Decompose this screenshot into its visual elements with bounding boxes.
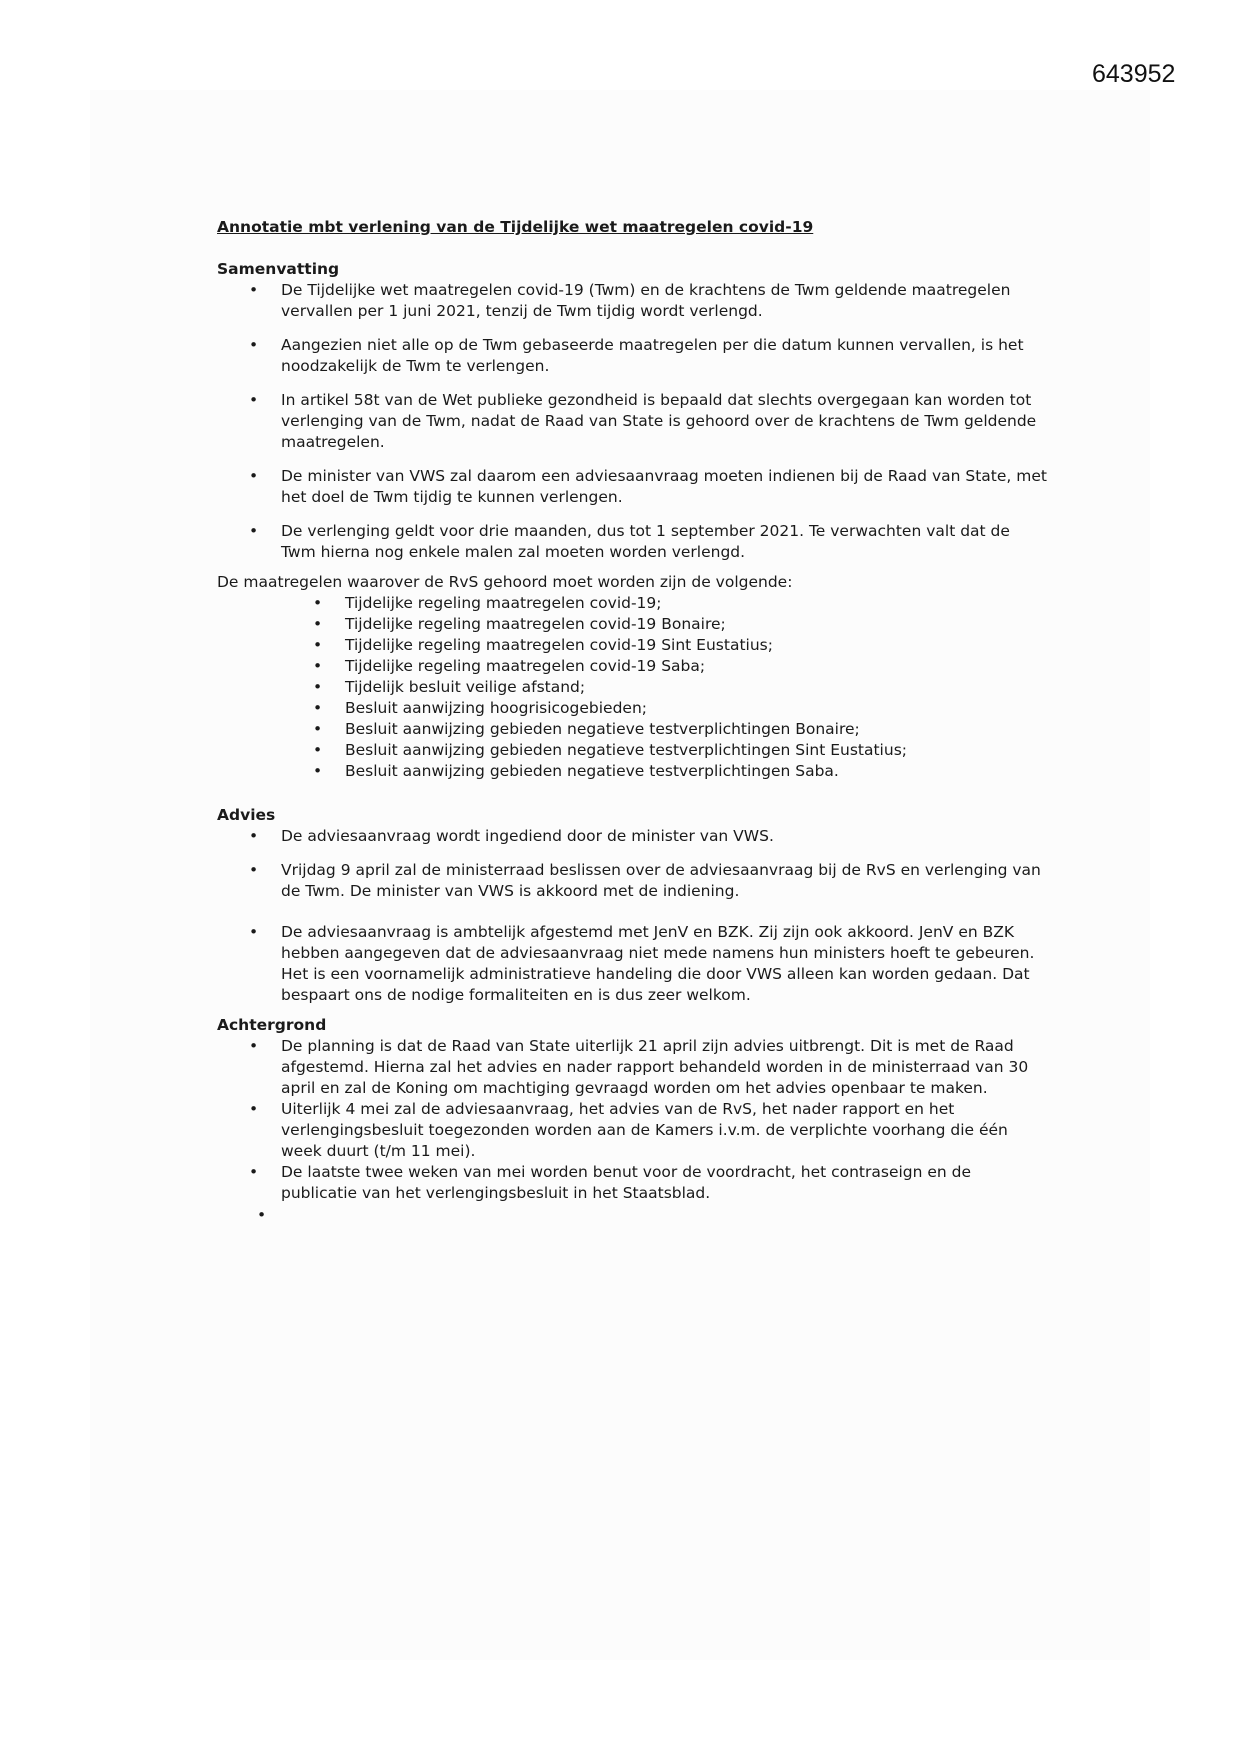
list-item: • De planning is dat de Raad van State uiterlijk 21 april zijn advies uitbrengt. Dit is met de Raad afgestemd. Hierna zal het advies en nader rapport behandeld worden in de ministerraad van 30 april en zal de Koning om machtiging gevraagd worden om het advies openbaar te maken. (249, 1037, 1029, 1097)
list-item: • Tijdelijke regeling maatregelen covid-19; (313, 594, 662, 612)
measures-intro: De maatregelen waarover de RvS gehoord moet worden zijn de volgende: (217, 573, 793, 591)
document-title: Annotatie mbt verlening van de Tijdelijke wet maatregelen covid-19 (217, 218, 814, 236)
heading-advies: Advies (217, 806, 276, 824)
list-item: • Vrijdag 9 april zal de ministerraad beslissen over de adviesaanvraag bij de RvS en verlenging van de Twm. De minister van VWS is akkoord met de indiening. (249, 861, 1041, 900)
list-item: • De Tijdelijke wet maatregelen covid-19 (Twm) en de krachtens de Twm geldende maatregelen vervallen per 1 juni 2021, tenzij de Twm tijdig wordt verlengd. (249, 281, 1011, 320)
list-item: • Besluit aanwijzing gebieden negatieve testverplichtingen Saba. (313, 762, 839, 780)
list-item: • De adviesaanvraag wordt ingediend door de minister van VWS. (249, 827, 774, 845)
heading-achtergrond: Achtergrond (217, 1016, 327, 1034)
list-item: • Besluit aanwijzing gebieden negatieve testverplichtingen Sint Eustatius; (313, 741, 907, 759)
document-page (217, 218, 1047, 1226)
list-item: • In artikel 58t van de Wet publieke gezondheid is bepaald dat slechts overgegaan kan worden tot verlenging van de Twm, nadat de Raad van State is gehoord over de krachtens de Twm geldende maatregelen. (249, 391, 1037, 451)
empty-list-item: • (257, 1206, 267, 1224)
achtergrond-list (249, 1036, 1047, 1204)
measures-list (313, 593, 1047, 782)
advies-list (249, 826, 1047, 1006)
list-item: • Uiterlijk 4 mei zal de adviesaanvraag, het advies van de RvS, het nader rapport en het verlengingsbesluit toegezonden worden aan de Kamers i.v.m. de verplichte voorhang die één week duurt (t/m 11 mei). (249, 1100, 1008, 1160)
heading-samenvatting: Samenvatting (217, 260, 340, 278)
list-item: • De verlenging geldt voor drie maanden, dus tot 1 september 2021. Te verwachten valt dat de Twm hierna nog enkele malen zal moeten worden verlengd. (249, 522, 1010, 561)
list-item: • Besluit aanwijzing gebieden negatieve testverplichtingen Bonaire; (313, 720, 860, 738)
list-item: • Besluit aanwijzing hoogrisicogebieden; (313, 699, 648, 717)
list-item: • De laatste twee weken van mei worden benut voor de voordracht, het contraseign en de publicatie van het verlengingsbesluit in het Staatsblad. (249, 1163, 972, 1202)
document-number: 643952 (1092, 60, 1176, 88)
samenvatting-list (249, 280, 1047, 563)
list-item: • Tijdelijke regeling maatregelen covid-19 Sint Eustatius; (313, 636, 773, 654)
list-item: • Tijdelijke regeling maatregelen covid-19 Saba; (313, 657, 706, 675)
list-item: • Aangezien niet alle op de Twm gebaseerde maatregelen per die datum kunnen vervallen, is het noodzakelijk de Twm te verlengen. (249, 336, 1024, 375)
list-item: • Tijdelijke regeling maatregelen covid-19 Bonaire; (313, 615, 726, 633)
list-item: • De minister van VWS zal daarom een adviesaanvraag moeten indienen bij de Raad van State, met het doel de Twm tijdig te kunnen verlengen. (249, 467, 1047, 506)
list-item: • De adviesaanvraag is ambtelijk afgestemd met JenV en BZK. Zij zijn ook akkoord. JenV en BZK hebben aangegeven dat de adviesaanvraag niet mede namens hun ministers hoeft te gebeuren. Het is een voornamelijk administratieve handeling die door VWS alleen kan worden gedaan. Dat bespaart ons de nodige formaliteiten en is dus zeer welkom. (249, 923, 1035, 1004)
list-item: • Tijdelijk besluit veilige afstand; (313, 678, 586, 696)
